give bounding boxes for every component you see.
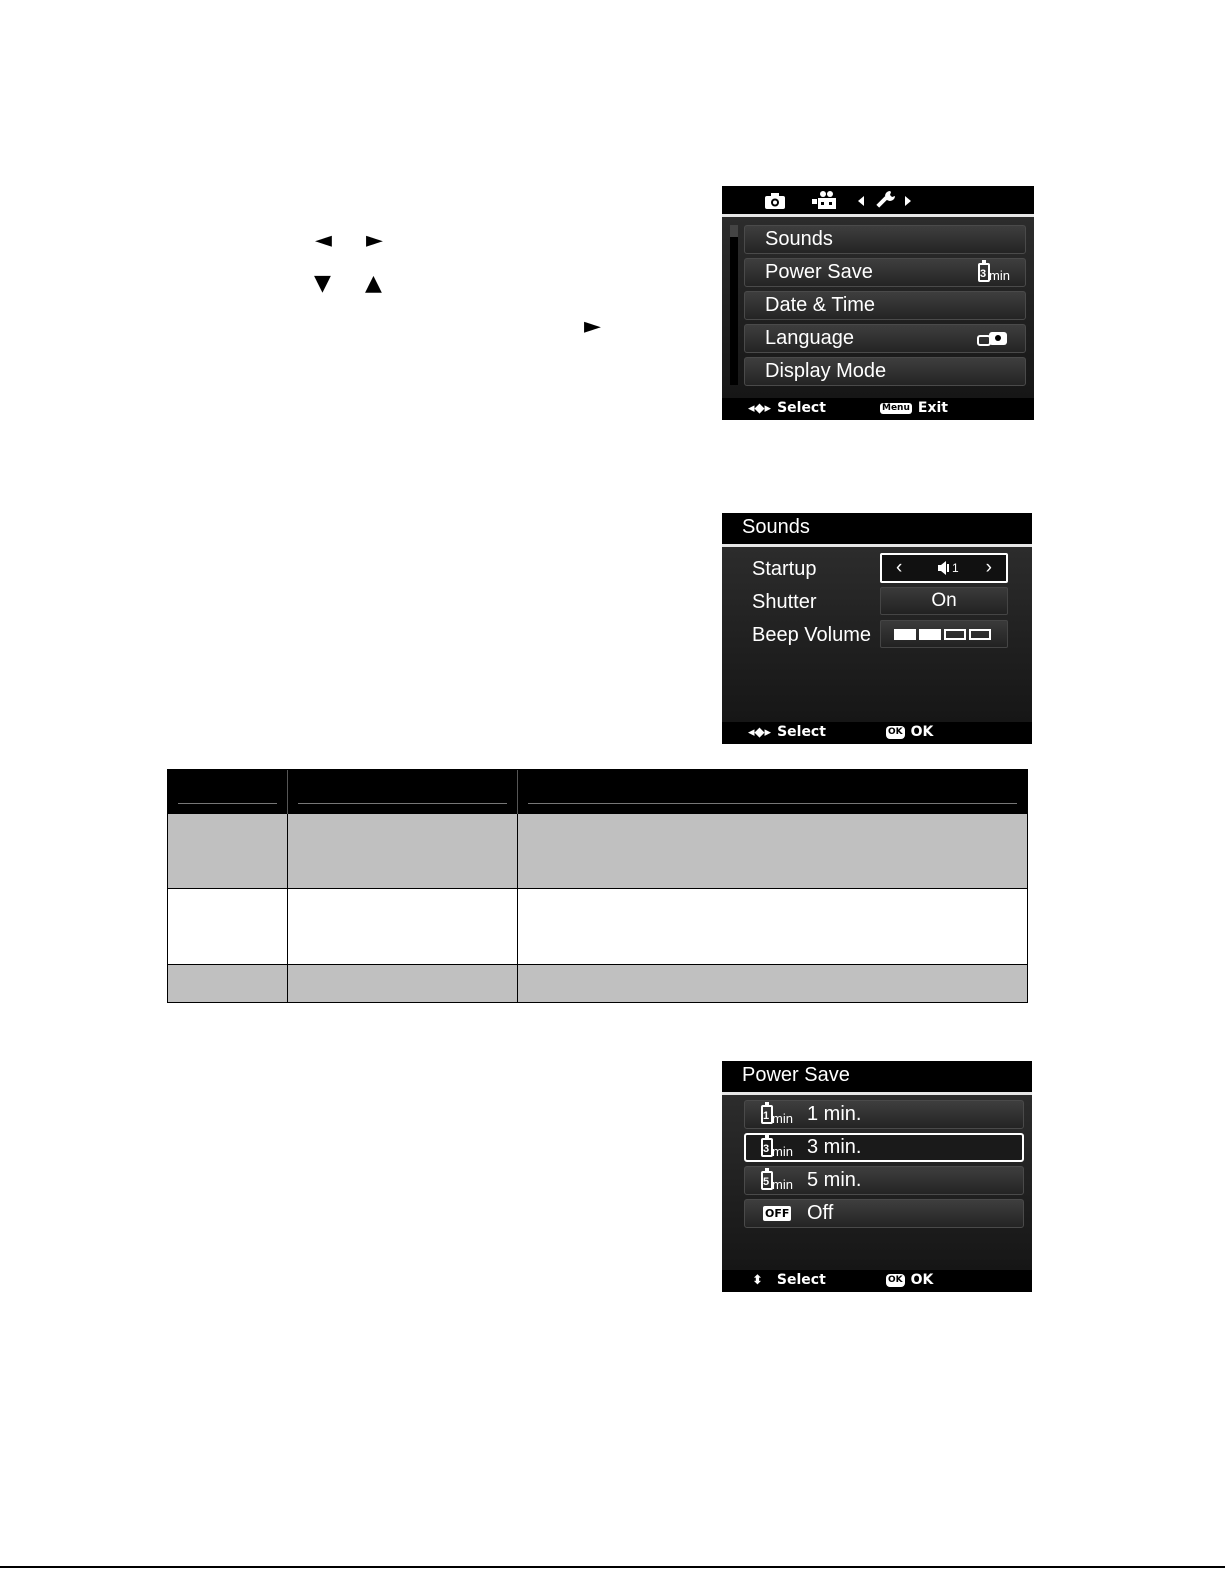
option-label: 1 min. [807, 1103, 862, 1125]
menu-item-label: Power Save [765, 261, 873, 283]
table-header-cell [168, 770, 287, 814]
setup-menu-tab-bar [722, 186, 1034, 217]
scrollbar-track[interactable] [730, 225, 738, 385]
menu-item-label: Sounds [765, 228, 833, 250]
off-badge-icon: OFF [765, 1207, 790, 1220]
power-save-screen [722, 1061, 1032, 1292]
table-header-row [168, 770, 1027, 814]
footer-select-label: Select [777, 724, 826, 740]
table-cell [168, 814, 287, 889]
menu-key-icon: Menu [882, 402, 910, 413]
table-cell [287, 889, 517, 964]
right-arrow-icon: ► [584, 314, 601, 339]
menu-item-label: Date & Time [765, 294, 876, 316]
option-1-min[interactable] [744, 1100, 1024, 1129]
shutter-value[interactable]: On [880, 587, 1008, 615]
right-arrow-icon: ► [366, 228, 383, 253]
setup-menu-body [722, 217, 1034, 398]
four-way-nav-icon: ◂◆▸ [748, 400, 772, 416]
table-cell [517, 814, 1027, 889]
power-save-body [722, 1095, 1032, 1270]
table-cell [287, 964, 517, 1002]
sounds-settings-table [167, 769, 1028, 1003]
menu-item-label: Language [765, 327, 854, 349]
menu-item-language[interactable] [744, 324, 1026, 353]
speaker-icon [937, 561, 951, 575]
table-row [168, 814, 1027, 889]
option-5-min[interactable] [744, 1166, 1024, 1195]
startup-selector[interactable] [880, 553, 1008, 583]
battery-number: 5 [763, 1176, 770, 1188]
up-arrow-icon: ▲ [365, 271, 382, 296]
beep-volume-label: Beep Volume [752, 624, 871, 646]
sounds-footer [722, 722, 1032, 744]
language-icon [977, 331, 1009, 347]
table-cell [168, 964, 287, 1002]
setup-menu-screen [722, 186, 1034, 420]
tab-left-chevron-icon[interactable] [858, 196, 865, 206]
battery-min-label: min [772, 1177, 793, 1192]
battery-min-label: min [772, 1144, 793, 1159]
scrollbar-thumb[interactable] [730, 225, 738, 237]
battery-number: 3 [980, 268, 987, 280]
camera-icon[interactable] [764, 192, 786, 210]
startup-value: 1 [952, 561, 959, 575]
startup-label: Startup [752, 558, 817, 580]
table-cell [287, 814, 517, 889]
setup-menu-footer [722, 398, 1034, 420]
battery-min-label: min [772, 1111, 793, 1126]
sounds-title-bar [722, 513, 1032, 547]
footer-select-label: Select [777, 400, 826, 416]
volume-level-bar [944, 629, 966, 640]
footer-ok-label: OK [910, 724, 934, 740]
table-row [168, 889, 1027, 964]
tab-right-chevron-icon[interactable] [905, 196, 912, 206]
wrench-icon[interactable] [874, 190, 896, 210]
footer-exit-label: Exit [917, 400, 948, 416]
down-arrow-icon: ▼ [314, 271, 331, 296]
page-bottom-rule [0, 1566, 1225, 1568]
power-save-title-bar [722, 1061, 1032, 1095]
up-down-nav-icon: ⬍ [752, 1272, 763, 1288]
menu-item-power-save[interactable] [744, 258, 1026, 287]
menu-item-display-mode[interactable] [744, 357, 1026, 386]
startup-prev-icon[interactable]: ‹ [896, 557, 903, 578]
volume-level-bar [894, 629, 916, 640]
option-off[interactable] [744, 1199, 1024, 1228]
table-header-cell [517, 770, 1027, 814]
footer-select-label: Select [776, 1272, 826, 1288]
table-cell [517, 889, 1027, 964]
volume-level-bar [919, 629, 941, 640]
beep-volume-meter[interactable] [880, 620, 1008, 648]
battery-number: 1 [763, 1110, 770, 1122]
startup-next-icon[interactable]: › [985, 557, 992, 578]
sounds-screen [722, 513, 1032, 744]
footer-ok-label: OK [910, 1272, 934, 1288]
option-label: 5 min. [807, 1169, 862, 1191]
ok-key-icon: OK [888, 1274, 903, 1285]
four-way-nav-icon: ◂◆▸ [748, 724, 772, 740]
video-camera-icon[interactable] [812, 190, 840, 210]
table-cell [517, 964, 1027, 1002]
volume-level-bar [969, 629, 991, 640]
screen-title: Power Save [742, 1064, 850, 1086]
power-save-footer [722, 1270, 1032, 1292]
option-3-min[interactable] [744, 1133, 1024, 1162]
shutter-label: Shutter [752, 591, 817, 613]
ok-key-icon: OK [888, 726, 903, 737]
option-label: 3 min. [807, 1136, 862, 1158]
left-arrow-icon: ◄ [315, 228, 332, 253]
menu-item-label: Display Mode [765, 360, 887, 382]
menu-item-date-time[interactable] [744, 291, 1026, 320]
menu-item-sounds[interactable] [744, 225, 1026, 254]
screen-title: Sounds [742, 516, 810, 538]
table-cell [168, 889, 287, 964]
battery-min-label: min [989, 268, 1010, 283]
battery-number: 3 [763, 1143, 770, 1155]
table-header-cell [287, 770, 517, 814]
option-label: Off [807, 1202, 834, 1224]
sounds-body [722, 547, 1032, 722]
table-row [168, 964, 1027, 1002]
